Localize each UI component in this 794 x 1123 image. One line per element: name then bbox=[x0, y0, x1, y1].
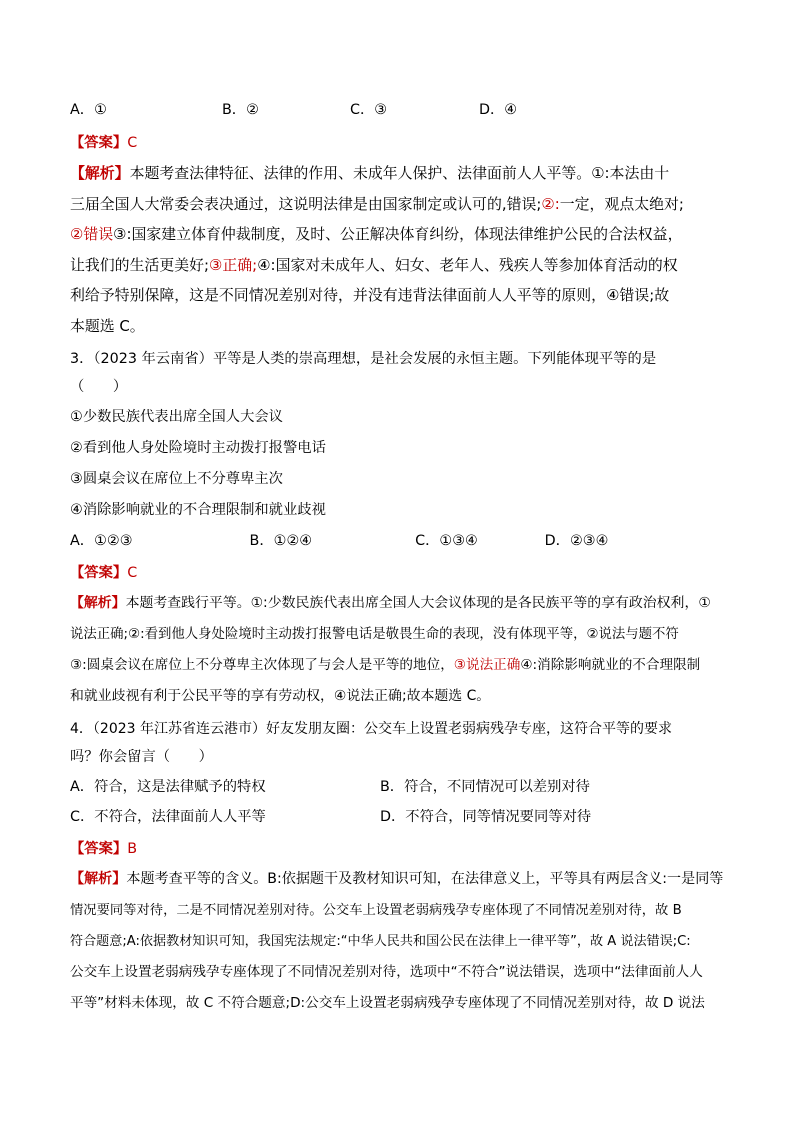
analysis-line bbox=[70, 280, 730, 311]
q4-stem-line2: 吗？你会留言（ ） bbox=[70, 748, 213, 765]
analysis-tag: 【解析】 bbox=[70, 164, 130, 182]
analysis-line bbox=[70, 158, 730, 189]
answer-value: C bbox=[127, 135, 138, 151]
q3-item: ④消除影响就业的不合理限制和就业歧视 bbox=[70, 501, 326, 518]
analysis-text: ③:圆桌会议在席位上不分尊卑主次体现了与会人是平等的地位， bbox=[70, 656, 454, 673]
q3-stem-blank bbox=[70, 372, 730, 402]
analysis-text: 和就业歧视有利于公民平等的享有劳动权，④说法正确;故本题选 C。 bbox=[70, 687, 491, 704]
analysis-line bbox=[70, 189, 730, 220]
highlighted-text: ③正确; bbox=[209, 255, 258, 274]
q4-analysis bbox=[70, 864, 730, 1019]
q2-option-c: C．③ bbox=[350, 102, 388, 118]
q4-stem-line1: 4．（2023 年江苏省连云港市）好友发朋友圈：公交车上设置老弱病残孕专座，这符合平等的要求 bbox=[70, 720, 672, 737]
q3-analysis bbox=[70, 588, 730, 712]
q3-answer bbox=[70, 558, 730, 588]
q2-option-d: D．④ bbox=[479, 102, 518, 118]
document-page bbox=[70, 96, 730, 1019]
q3-option-a: A．①②③ bbox=[70, 532, 133, 549]
analysis-text: 一定，观点太绝对; bbox=[559, 194, 684, 213]
analysis-line bbox=[70, 250, 730, 281]
analysis-line: 情况要同等对待，二是不同情况差别对待。公交车上设置老弱病残孕专座体现了不同情况差别对待，故 B bbox=[70, 902, 682, 918]
q4-option-c: C．不符合，法律面前人人平等 bbox=[70, 808, 266, 825]
q4-answer bbox=[70, 834, 730, 864]
answer-value: B bbox=[127, 840, 137, 857]
q4-option-d: D．不符合，同等情况要同等对待 bbox=[380, 808, 592, 825]
answer-tag: 【答案】 bbox=[70, 135, 128, 151]
q3-option-b: B．①②④ bbox=[249, 532, 313, 549]
q4-options-row2 bbox=[70, 802, 730, 832]
analysis-tag: 【解析】 bbox=[70, 870, 127, 887]
highlighted-text: ②错误 bbox=[70, 225, 114, 244]
q3-item: ①少数民族代表出席全国人大会议 bbox=[70, 408, 283, 425]
q3-options bbox=[70, 526, 730, 556]
analysis-line: 公交车上设置老弱病残孕专座体现了不同情况差别对待，选项中“不符合”说法错误，选项中“法律面前人人 bbox=[70, 963, 703, 980]
answer-tag: 【答案】 bbox=[70, 564, 128, 581]
q4-option-b: B．符合，不同情况可以差别对待 bbox=[380, 778, 590, 795]
highlighted-text: ②: bbox=[541, 194, 560, 213]
q3-stem-line1: 3．（2023 年云南省）平等是人类的崇高理想，是社会发展的永恒主题。下列能体现平等的是 bbox=[70, 350, 657, 367]
q4-stem-cont bbox=[70, 742, 730, 772]
q3-stem bbox=[70, 346, 730, 372]
analysis-line bbox=[70, 219, 730, 250]
analysis-text: 三届全国人大常委会表决通过，这说明法律是由国家制定或认可的,错误; bbox=[70, 194, 542, 213]
q3-option-d: D．②③④ bbox=[544, 532, 609, 549]
q3-item: ②看到他人身处险境时主动拨打报警电话 bbox=[70, 439, 326, 456]
analysis-line bbox=[70, 588, 730, 619]
analysis-text: ③:国家建立体育仲裁制度，及时、公正解决体育纠纷，体现法律维护公民的合法权益， bbox=[113, 225, 683, 244]
analysis-tag: 【解析】 bbox=[70, 594, 126, 611]
analysis-text: 本题考查平等的含义。B:依据题干及教材知识可知，在法律意义上，平等具有两层含义:一是同等 bbox=[126, 870, 724, 887]
analysis-text: 本题选 C。 bbox=[70, 316, 145, 335]
q3-stem-line2: （ ） bbox=[70, 378, 128, 395]
q2-option-b: B．② bbox=[222, 102, 259, 118]
analysis-text: 让我们的生活更美好; bbox=[70, 255, 210, 274]
highlighted-text: ③说法正确 bbox=[453, 656, 521, 673]
analysis-line: 符合题意;A:依据教材知识可知，我国宪法规定:“中华人民共和国公民在法律上一律平等”，故 A 说法错误;C: bbox=[70, 933, 691, 949]
q2-option-a: A．① bbox=[70, 102, 107, 118]
analysis-line bbox=[70, 681, 730, 712]
analysis-text: ④:消除影响就业的不合理限制 bbox=[520, 656, 701, 673]
analysis-text: ④:国家对未成年人、妇女、老年人、残疾人等参加体育活动的权 bbox=[257, 255, 678, 274]
analysis-text: 利给予特别保障，这是不同情况差别对待，并没有违背法律面前人人平等的原则，④错误;故 bbox=[70, 286, 670, 305]
q3-item: ③圆桌会议在席位上不分尊卑主次 bbox=[70, 470, 283, 487]
q4-option-a: A．符合，这是法律赋予的特权 bbox=[70, 778, 266, 795]
q2-options bbox=[70, 96, 730, 124]
q4-options-row1 bbox=[70, 772, 730, 802]
answer-tag: 【答案】 bbox=[70, 840, 128, 857]
analysis-line: 平等”材料未体现，故 C 不符合题意;D:公交车上设置老弱病残孕专座体现了不同情况差别对待，故 D 说法 bbox=[70, 994, 705, 1011]
analysis-text: 说法正确;②:看到他人身处险境时主动拨打报警电话是敬畏生命的表现，没有体现平等，②说法与题不符 bbox=[70, 626, 679, 642]
analysis-line bbox=[70, 864, 730, 895]
q3-option-c: C．①③④ bbox=[415, 532, 478, 549]
q2-answer bbox=[70, 128, 730, 158]
analysis-line bbox=[70, 650, 730, 681]
answer-value: C bbox=[127, 564, 138, 581]
q4-stem bbox=[70, 716, 730, 742]
analysis-text: 本题考查践行平等。①:少数民族代表出席全国人大会议体现的是各民族平等的享有政治权利，① bbox=[125, 594, 711, 611]
analysis-line bbox=[70, 311, 730, 342]
analysis-line bbox=[70, 619, 730, 650]
q2-analysis bbox=[70, 158, 730, 342]
analysis-text: 本题考查法律特征、法律的作用、未成年人保护、法律面前人人平等。①:本法由十 bbox=[129, 164, 670, 182]
